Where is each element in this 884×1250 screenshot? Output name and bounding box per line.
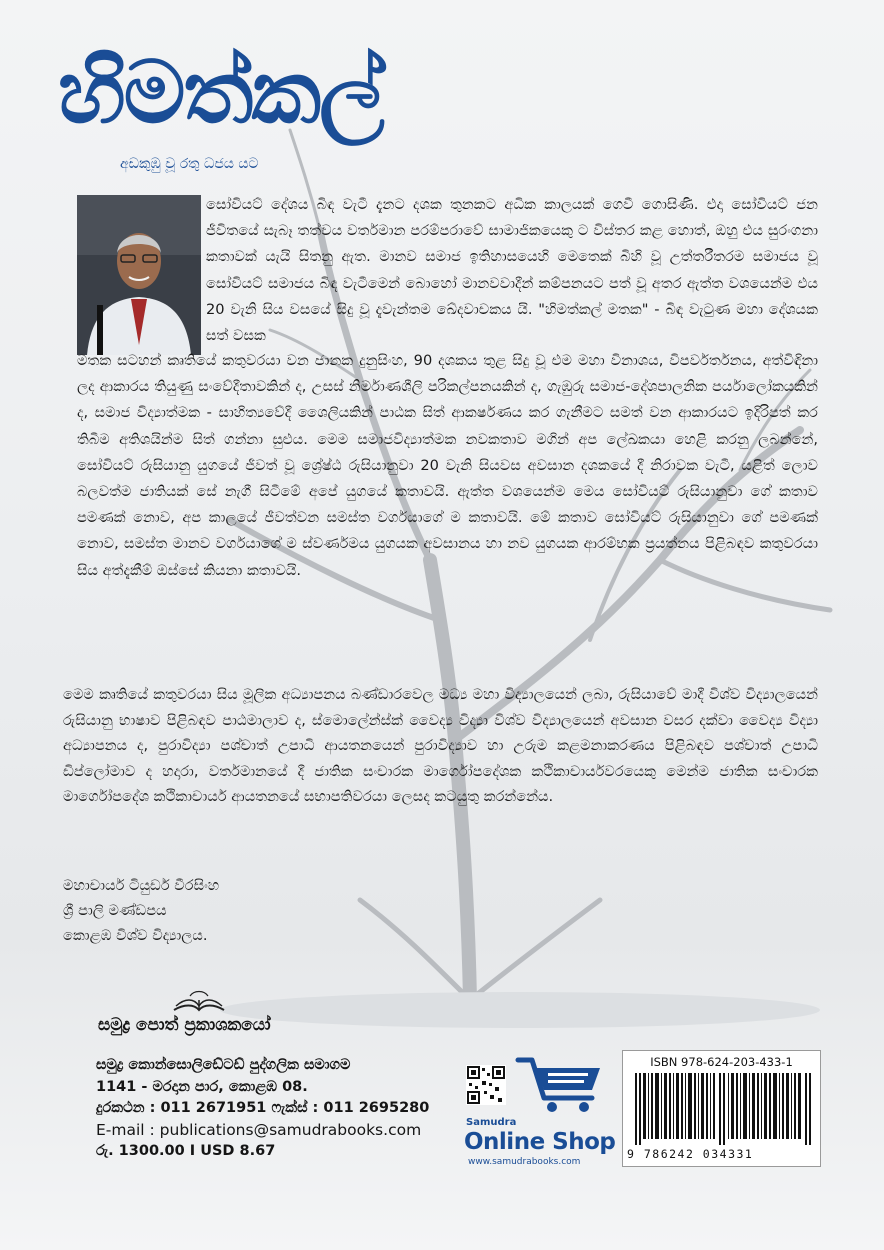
open-book-logo-icon xyxy=(170,986,228,1016)
publisher-address-block xyxy=(96,1055,429,1163)
author-portrait-image xyxy=(77,195,201,355)
signature-block xyxy=(63,873,219,948)
author-photo xyxy=(77,195,201,355)
online-shop-badge xyxy=(462,1050,616,1172)
barcode-digits: 9 786242 034331 xyxy=(627,1147,754,1161)
book-price: රු. 1300.00 I USD 8.67 xyxy=(96,1143,276,1159)
isbn-label: ISBN 978-624-203-433-1 xyxy=(650,1055,793,1069)
publisher-name: සමුද්‍ර පොත් ප්‍රකාශකයෝ xyxy=(98,1015,271,1035)
shop-name: Online Shop xyxy=(464,1129,616,1155)
publisher-phone: දුරකථන : 011 2671951 ෆැක්ස් : 011 2695280 xyxy=(96,1100,430,1116)
book-subtitle: අඩකුඹු වූ රතු ධජය යට xyxy=(120,156,259,172)
signature-name: මහාචාර්ය ටියුඩර් වීරසිංහ xyxy=(63,877,220,894)
shop-brand: Samudra xyxy=(466,1117,517,1128)
barcode-image xyxy=(635,1073,812,1145)
publisher-company: සමුද්‍ර කොන්සොලිඩේටඩ් පුද්ගලික සමාගම xyxy=(96,1057,351,1073)
book-title: හිමත්කල් xyxy=(58,43,383,143)
blurb-paragraph-2: මෙම කෘතියේ කතුවරයා සිය මූලික අධ්‍යාපනය බණ්ඩාරවෙල මධ්‍ය මහා විද්‍යාලයෙන් ලබා, රුසියාවේ මාදී විශ්ව විද්‍යාලයෙන් රුසියානු භාෂාව පිළිබඳව පාඨමාලාව ද, ස්මොලේන්ස්ක් වෛද්‍ය විද්‍යා විශ්ව විද්‍යාලයෙන් අවසාන වසර දක්වා වෛද්‍ය විද්‍යා අධ්‍යාපනය ද, පුරාවිද්‍යා පශ්චාත් උපාධි ආයතනයෙන් පුරාවිද්‍යාව හා උරුම කළමනාකරණය පිළිබඳව පශ්චාත් උපාධි ඩිප්ලෝමාව ද හදාරා, වර්තමානයේ දී ජාතික සංචාරක මාර්ගෝපදේශක කථිකාචාර්යවරයෙකු මෙන්ම ජාතික සංචාරක මාර්ගෝපදේශ කථිකාචාර්ය ආයතනයේ සභාපතිවරයා ලෙසද කටයුතු කරන්නේය. xyxy=(63,686,818,805)
publisher-email: E-mail : publications@samudrabooks.com xyxy=(96,1120,422,1139)
blurb-paragraph-1-top: සෝවියට් දේශය බිඳ වැටී දැනට දශක තුනකට අධික කාලයක් ගෙවී ගොසිණි. එදා සෝවියට් ජන ජීවිතයේ සැබෑ තත්වය වර්තමාන පරම්පරාවේ සාමාජිකයෙකු ට විස්තර කළ හොත්, ඔහු එය සුරංගනා කතාවක් යැයි සිතනු ඇත. මානව සමාජ ඉතිහාසයෙහි මෙතෙක් බිහි වූ උත්තරීතරම සමාජය වූ සෝවියට් සමාජය බිඳ වැටීමෙන් බොහෝ මානවවාදීන් කම්පනයට පත් වූ අතර ඇත්ත වශයෙන්ම එය 20 වැනි සිය වසයේ සිදු වූ දැවැන්තම ඛේදවාචකය යි. "හිමත්කල් මතක" - බිඳ වැටුණ මහා දේශයක සත් වසක xyxy=(206,196,818,345)
signature-department: ශ්‍රී පාලි මණ්ඩපය xyxy=(63,902,167,919)
shop-url[interactable]: www.samudrabooks.com xyxy=(468,1157,581,1167)
signature-university: කොළඹ විශ්ව විද්‍යාලය. xyxy=(63,927,208,944)
isbn-barcode-box xyxy=(622,1050,821,1167)
shopping-cart-icon xyxy=(514,1052,606,1114)
blurb-paragraph-1-rest: මතක සටහන් කෘතියේ කතුවරයා වන ජානක දුනුසිංහ, 90 දශකය තුළ සිදු වූ එම මහා විනාශය, විපර්වර්තනය, අත්විඳිනා ලද ආකාරය තියුණු සංවේදීතාවකින් ද, උසස් නිර්මාණශීලි පරිකල්පනයකින් ද, ගැඹුරු සමාජ-දේශපාලනික පර්යාලෝකයකින් ද, සමාජ විද්‍යාත්මක - සාහිත්‍යවේදී ශෛලියකින් පාඨක සිත් ආකර්ෂණය කර ගැනීමට සමත් වන ආකාරයට ඉදිරිපත් කර තිබීම අතිශයින්ම සිත් ගන්නා සුළුය. මෙම සමාජවිද්‍යාත්මක නවකතාව මගින් අප ලේඛකයා හෙළි කරනු ලබන්නේ, සෝවියට් රුසියානු යුගයේ ජීවත් වූ ශ්‍රේෂ්ඨ රුසියානුවා 20 වැනි සියවස අවසාන දශකයේ දී නිරාවක වැටී, යළිත් ලොව බලවත්ම ජාතියක් සේ නැගී සිටීමේ අපේ යුගයේ කතාවයි. ඇත්ත වශයෙන්ම මෙය සෝවියට් රුසියානුවා ගේ කතාව පමණක් නොව, අප කාලයේ ජීවත්වන සමස්ත වර්ගයාගේ ම කතාවයි. මේ කතාව සෝවියට් රුසියානුවා ගේ පමණක් නොව, සමස්ත මානව වර්ගයාගේ ම ස්වර්ණමය යුගයක අවසානය හා නව යුගයක ආරම්භක ප්‍රයත්නය පිළිබඳව කතුවරයා සිය අත්දැකීම් ඔස්සේ කියනා කතාවයි. xyxy=(77,352,818,579)
publisher-address: 1141 - මරදාන පාර, කොළඹ 08. xyxy=(96,1078,308,1095)
qr-code-icon xyxy=(466,1065,506,1105)
